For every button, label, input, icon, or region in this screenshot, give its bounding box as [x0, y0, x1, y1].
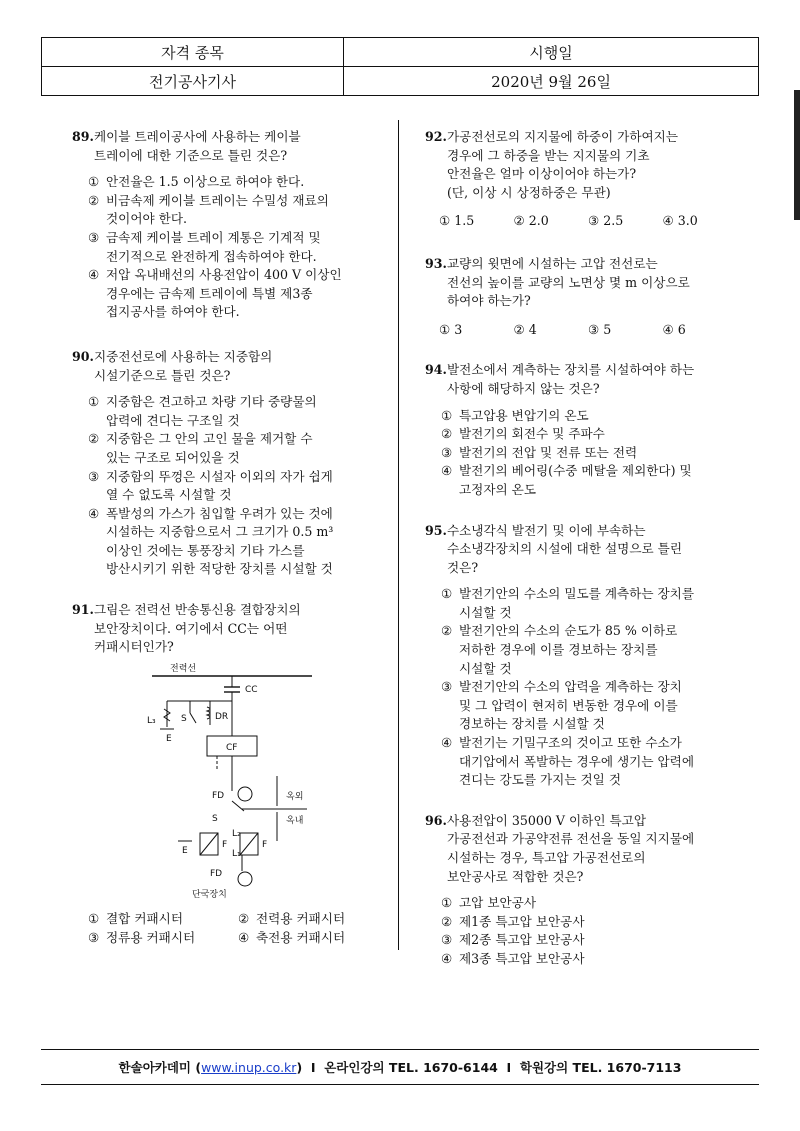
option-mark: ①: [88, 911, 100, 927]
fd-bottom-label: FD: [210, 868, 223, 879]
option-text: 저압 옥내배선의 사용전압이 400 V 이상인 경우에는 금속제 트레이에 특별 제3종 접지공사를 하여야 한다.: [106, 267, 342, 320]
e2-label: E: [182, 845, 188, 856]
question-number: 90.: [72, 348, 94, 364]
footer-contact: ) I 온라인강의 TEL. 1670-6144 I 학원강의 TEL. 1670-7113: [296, 1060, 682, 1075]
option-2: [88, 192, 382, 229]
option-text: 고압 보안공사: [459, 895, 536, 911]
option-mark: ②: [441, 913, 453, 929]
option-1: [88, 393, 382, 430]
question-text: 수소냉각식 발전기 및 이에 부속하는 수소냉각장치의 시설에 대한 설명으로 틀린 것은?: [447, 522, 682, 575]
option-4: [441, 462, 737, 499]
option-mark: ②: [88, 431, 100, 447]
option-3: [88, 229, 382, 266]
option-text: 폭발성의 가스가 침입할 우려가 있는 것에 시설하는 지중함으로서 그 크기가 0.5 m³ 이상인 것에는 통풍장치 기타 가스를 방산시키기 위한 적당한 장치를 시설할 것: [106, 505, 334, 577]
question-text: 지중전선로에 사용하는 지중함의 시설기준으로 틀린 것은?: [94, 348, 273, 383]
question-94: [425, 361, 737, 499]
option-1: [88, 910, 238, 929]
question-text: 그림은 전력선 반송통신용 결합장치의 보안장치이다. 여기에서 CC는 어떤 커패시터인가?: [94, 602, 301, 655]
option-mark: ①: [88, 174, 100, 190]
question-91: [72, 601, 382, 948]
option-mark: ④: [238, 930, 250, 946]
option-text: 금속제 케이블 트레이 계통은 기계적 및 전기적으로 완전하게 접속하여야 한다.: [106, 229, 321, 264]
option-3: [88, 929, 238, 948]
option-mark: ①: [441, 895, 453, 911]
option-mark: ③: [441, 444, 453, 460]
header-date-value: 2020년 9월 26일: [344, 67, 759, 96]
option-1: [441, 585, 737, 622]
filter-diag-1: [200, 833, 218, 855]
option-text: 제1종 특고압 보안공사: [459, 913, 585, 929]
question-text: 사용전압이 35000 V 이하인 특고압 가공전선과 가공약전류 전선을 동일 지지물에 시설하는 경우, 특고압 가공전선로의 보안공사로 적합한 것은?: [447, 812, 695, 884]
e1-label: E: [166, 733, 172, 744]
coupling-device-diagram: [82, 661, 332, 901]
option-4: [441, 734, 737, 790]
option-3: ③ 5: [588, 321, 612, 337]
fd-top-label: FD: [212, 790, 225, 801]
dr-coil: [207, 707, 210, 719]
filter-diag-2: [240, 833, 258, 855]
header-subject-value: 전기공사기사: [42, 67, 344, 96]
right-column: [425, 128, 737, 969]
question-89: [72, 128, 382, 322]
page-edge-marker: [794, 90, 800, 220]
terminal-label: 단국장치: [192, 889, 227, 900]
footer-brand: 한솔아카데미 (: [118, 1060, 202, 1075]
indoor-label: 옥내: [286, 815, 304, 826]
option-mark: ③: [88, 229, 100, 245]
option-text: 제2종 특고압 보안공사: [459, 932, 585, 948]
option-2: ② 2.0: [513, 213, 549, 229]
option-mark: ④: [441, 463, 453, 479]
option-1: [441, 894, 737, 913]
option-mark: ④: [441, 735, 453, 751]
option-mark: ②: [238, 911, 250, 927]
q92-options: [439, 212, 737, 231]
cc-label: CC: [245, 684, 258, 695]
option-1: [88, 173, 382, 192]
question-93: [425, 255, 737, 339]
question-92: [425, 128, 737, 231]
fd-bottom-symbol: [238, 872, 252, 886]
question-96: [425, 812, 737, 969]
question-text: 케이블 트레이공사에 사용하는 케이블 트레이에 대한 기준으로 틀린 것은?: [94, 129, 301, 163]
option-text: 지중함은 그 안의 고인 물을 제거할 수 있는 구조로 되어있을 것: [106, 431, 313, 465]
option-text: 발전기안의 수소의 순도가 85 % 이하로 저하한 경우에 이를 경보하는 장치를 시설할 것: [459, 623, 678, 676]
option-4: ④ 6: [662, 321, 686, 337]
option-2: [441, 913, 737, 932]
question-90: [72, 348, 382, 579]
option-4: [88, 505, 382, 579]
question-number: 94.: [425, 362, 447, 378]
option-2: ② 4: [513, 321, 537, 337]
option-text: 지중함의 뚜껑은 시설자 이외의 자가 쉽게 열 수 없도록 시설할 것: [106, 468, 333, 503]
option-text: 비금속제 케이블 트레이는 수밀성 재료의 것이어야 한다.: [106, 192, 329, 227]
option-text: 발전기의 회전수 및 주파수: [459, 426, 605, 442]
s2-label: S: [212, 813, 218, 824]
option-mark: ③: [441, 679, 453, 695]
header-date-label: 시행일: [344, 38, 759, 67]
option-mark: ①: [441, 586, 453, 602]
fd-top-symbol: [238, 787, 252, 801]
option-text: 결합 커패시터: [106, 911, 183, 927]
header-table: [41, 37, 759, 96]
cf-label: CF: [226, 742, 238, 753]
option-1: ① 1.5: [439, 213, 475, 229]
left-column: [72, 128, 382, 948]
question-number: 96.: [425, 812, 447, 828]
footer-bar: [41, 1049, 759, 1085]
option-text: 지중함은 견고하고 차량 기타 중량물의 압력에 견디는 구조일 것: [106, 394, 317, 428]
option-mark: ④: [441, 950, 453, 966]
f1-label: F: [222, 839, 228, 850]
question-text: 교량의 윗면에 시설하는 고압 전선로는 전선의 높이를 교량의 노면상 몇 m 이상으로 하여야 하는가?: [447, 255, 690, 309]
option-mark: ②: [441, 426, 453, 442]
question-number: 93.: [425, 255, 447, 271]
option-4: [441, 950, 737, 969]
option-3: [88, 468, 382, 505]
option-text: 발전기의 베어링(수중 메탈을 제외한다) 및 고정자의 온도: [459, 463, 692, 497]
option-3: [441, 931, 737, 950]
option-text: 전력용 커패시터: [256, 911, 346, 927]
option-3: [441, 444, 737, 463]
power-line-label: 전력선: [170, 663, 197, 674]
option-4: [238, 929, 388, 948]
option-text: 정류용 커패시터: [106, 930, 196, 946]
option-4: [88, 266, 382, 322]
question-number: 95.: [425, 522, 447, 538]
option-text: 발전기는 기밀구조의 것이고 또한 수소가 대기압에서 폭발하는 경우에 생기는 압력에 견디는 강도를 가지는 것일 것: [459, 735, 694, 788]
option-mark: ④: [88, 267, 100, 283]
question-number: 92.: [425, 129, 447, 144]
option-3: ③ 2.5: [588, 213, 624, 229]
column-divider: [398, 120, 399, 950]
option-text: 안전율은 1.5 이상으로 하여야 한다.: [106, 174, 305, 190]
q93-options: [439, 321, 737, 340]
option-mark: ②: [441, 623, 453, 639]
f2-label: F: [262, 839, 268, 850]
l1-label: L₁: [232, 848, 241, 859]
s2-switch: [232, 801, 244, 811]
outdoor-label: 옥외: [286, 791, 304, 802]
question-number: 89.: [72, 129, 94, 144]
header-subject-label: 자격 종목: [42, 38, 344, 67]
question-text: 가공전선로의 지지물에 하중이 가하여지는 경우에 그 하중을 받는 지지물의 기초 안전율은 얼마 이상이어야 하는가? (단, 이상 시 상정하중은 무관): [447, 129, 678, 200]
option-text: 축전용 커패시터: [256, 930, 346, 946]
question-95: [425, 522, 737, 790]
option-3: [441, 678, 737, 734]
option-2: [441, 622, 737, 678]
option-mark: ③: [88, 930, 100, 946]
question-text: 발전소에서 계측하는 장치를 시설하여야 하는 사항에 해당하지 않는 것은?: [447, 362, 695, 396]
option-text: 발전기안의 수소의 밀도를 계측하는 장치를 시설할 것: [459, 586, 694, 620]
s1-switch: [190, 713, 196, 723]
option-text: 발전기의 전압 및 전류 또는 전력: [459, 444, 638, 460]
s1-label: S: [181, 713, 187, 724]
option-mark: ①: [441, 407, 453, 423]
option-1: ① 3: [439, 321, 463, 337]
option-mark: ④: [88, 505, 100, 521]
l3-inductor: [164, 709, 170, 721]
footer-website-link[interactable]: www.inup.co.kr: [201, 1059, 297, 1075]
option-2: [238, 910, 388, 929]
option-2: [88, 430, 382, 467]
dr-label: DR: [215, 711, 229, 722]
option-text: 특고압용 변압기의 온도: [459, 407, 589, 423]
option-1: [441, 407, 737, 426]
l3-label: L₃: [147, 715, 156, 726]
option-4: ④ 3.0: [662, 213, 698, 229]
option-mark: ③: [441, 932, 453, 948]
option-text: 발전기안의 수소의 압력을 계측하는 장치 및 그 압력이 현저히 변동한 경우에 이를 경보하는 장치를 시설할 것: [459, 679, 682, 732]
option-mark: ①: [88, 394, 100, 410]
option-mark: ②: [88, 192, 100, 208]
option-mark: ③: [88, 468, 100, 484]
q91-options: [88, 910, 382, 947]
option-text: 제3종 특고압 보안공사: [459, 950, 585, 966]
question-number: 91.: [72, 602, 94, 618]
l2-label: L₂: [232, 828, 241, 839]
option-2: [441, 425, 737, 444]
